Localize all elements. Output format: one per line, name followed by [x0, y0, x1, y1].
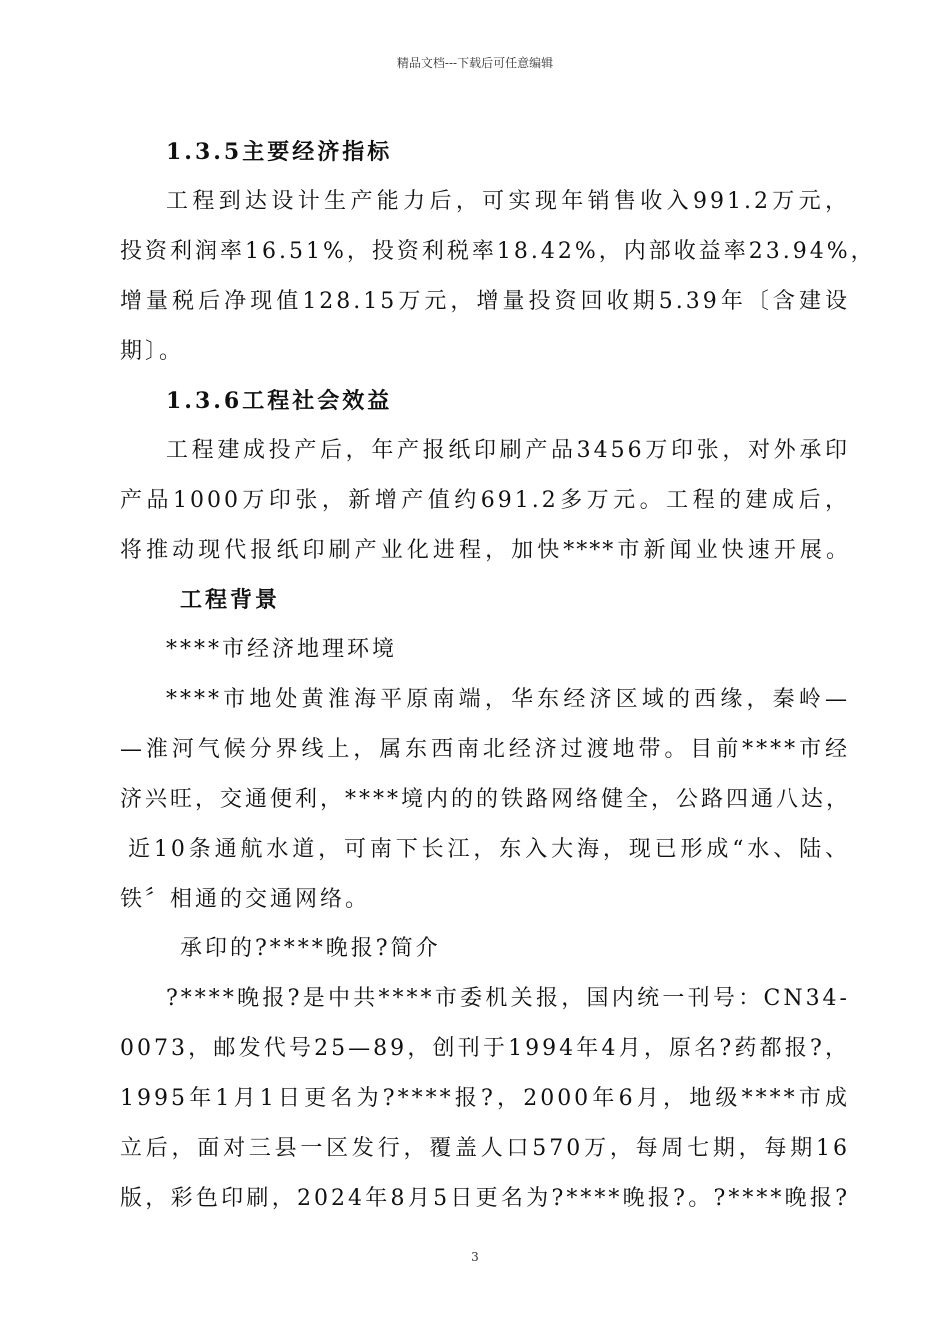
- page-number: 3: [471, 1250, 479, 1264]
- paragraph-line: 工程到达设计生产能力后，可实现年销售收入991.2万元，: [166, 189, 850, 214]
- paragraph-line: —淮河气候分界线上，属东西南北经济过渡地带。目前****市经: [120, 737, 850, 762]
- paragraph-line: 投资利润率16.51%，投资利税率18.42%，内部收益率23.94%，: [120, 239, 876, 264]
- paragraph-line: 1995年1月1日更名为?****报?，2000年6月，地级****市成: [120, 1086, 850, 1111]
- section-heading-1-3-6: 1.3.6工程社会效益: [166, 388, 393, 414]
- section-heading-background: 工程背景: [180, 587, 281, 613]
- paragraph-line: 期〕。: [120, 339, 185, 364]
- subheading-evening-paper: 承印的?****晚报?简介: [180, 936, 441, 961]
- paragraph-line: 铁〞相通的交通网络。: [120, 887, 371, 912]
- paragraph-line: 工程建成投产后，年产报纸印刷产品3456万印张，对外承印: [166, 438, 850, 463]
- paragraph-line: 增量税后净现值128.15万元，增量投资回收期5.39年〔含建设: [120, 289, 850, 314]
- paragraph-line: 立后，面对三县一区发行，覆盖人口570万，每周七期，每期16: [120, 1136, 850, 1161]
- paragraph-line: 将推动现代报纸印刷产业化进程，加快****市新闻业快速开展。: [120, 538, 850, 563]
- paragraph-line: 0073，邮发代号25—89，创刊于1994年4月，原名?药都报?，: [120, 1036, 850, 1061]
- paragraph-line: 济兴旺，交通便利，****境内的的铁路网络健全，公路四通八达，: [120, 787, 852, 812]
- paragraph-line: ****市地处黄淮海平原南端，华东经济区域的西缘，秦岭—: [166, 687, 850, 712]
- paragraph-line: 近10条通航水道，可南下长江，东入大海，现已形成“水、陆、: [128, 837, 850, 862]
- paragraph-line: 版，彩色印刷，2024年8月5日更名为?****晚报?。?****晚报?: [120, 1186, 850, 1211]
- subheading-economic-geography: ****市经济地理环境: [166, 637, 398, 662]
- paragraph-line: ?****晚报?是中共****市委机关报，国内统一刊号：CN34-: [166, 986, 850, 1011]
- section-heading-1-3-5: 1.3.5主要经济指标: [166, 139, 393, 165]
- page-header: 精品文档---下载后可任意编辑: [396, 56, 554, 70]
- paragraph-line: 产品1000万印张，新增产值约691.2多万元。工程的建成后，: [120, 488, 850, 513]
